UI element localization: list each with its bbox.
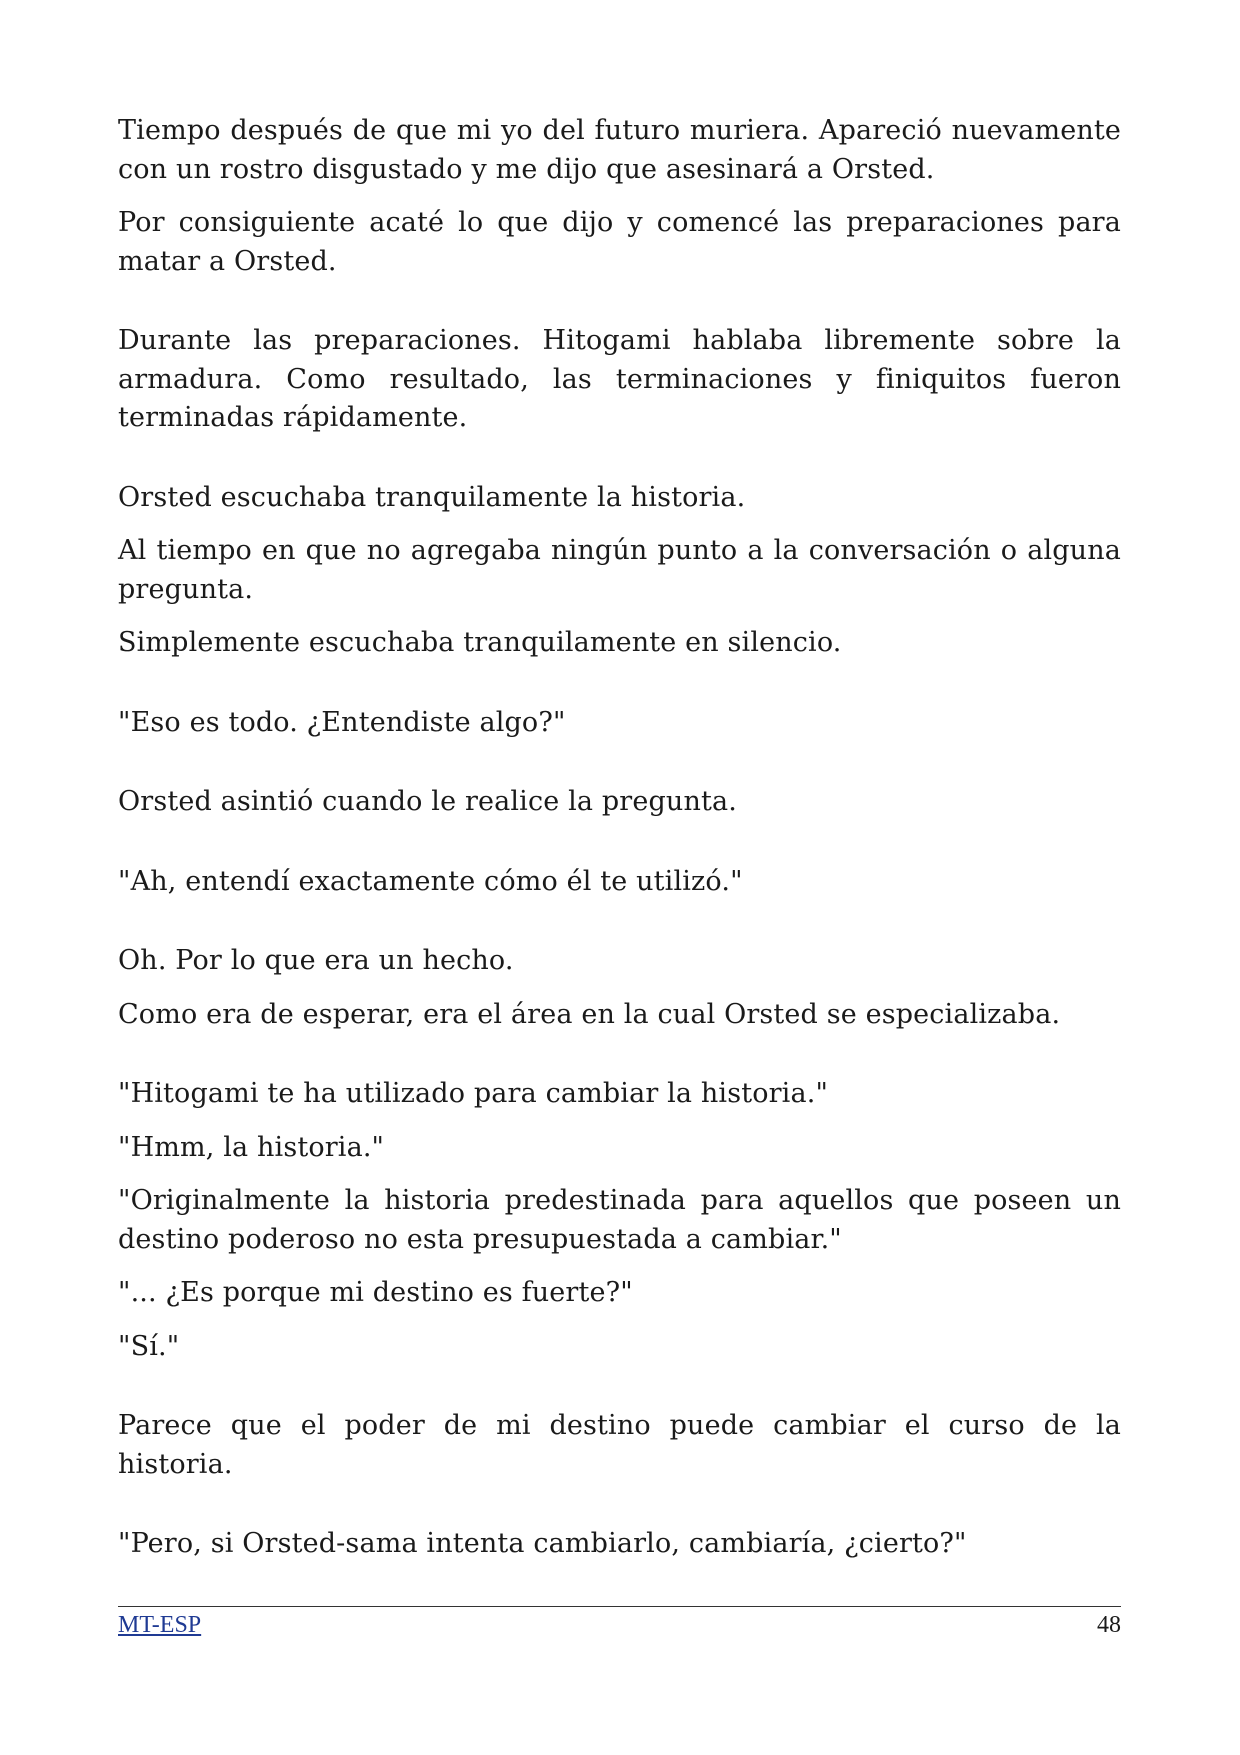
paragraph-18: "Pero, si Orsted-sama intenta cambiarlo, cambiaría, ¿cierto?" (118, 1528, 967, 1559)
page-number: 48 (1097, 1612, 1121, 1638)
paragraph-13: "Hmm, la historia." (118, 1131, 385, 1163)
paragraph-9: "Ah, entendí exactamente cómo él te utilizó." (118, 865, 743, 897)
paragraph-4: Orsted escuchaba tranquilamente la historia. (118, 481, 746, 513)
footer-site-link[interactable]: MT-ESP (118, 1612, 202, 1638)
paragraph-17: Parece que el poder de mi destino puede cambiar el curso de la historia. (118, 1410, 1121, 1480)
paragraph-5: Al tiempo en que no agregaba ningún punto a la conversación o alguna pregunta. (118, 535, 1121, 605)
page-footer (118, 1606, 1121, 1639)
paragraph-6: Simplemente escuchaba tranquilamente en silencio. (118, 627, 842, 658)
paragraph-10: Oh. Por lo que era un hecho. (118, 945, 514, 976)
paragraph-1: Tiempo después de que mi yo del futuro muriera. Apareció nuevamente con un rostro disgustado y me dijo que asesinará a Orsted. (118, 115, 1121, 185)
paragraph-15: "... ¿Es porque mi destino es fuerte?" (118, 1277, 633, 1308)
paragraph-3: Durante las preparaciones. Hitogami hablaba libremente sobre la armadura. Como resultado, las terminaciones y finiquitos fueron terminadas rápidamente. (118, 325, 1121, 433)
paragraph-12: "Hitogami te ha utilizado para cambiar la historia." (118, 1078, 829, 1109)
paragraph-16: "Sí." (118, 1330, 180, 1362)
paragraph-8: Orsted asintió cuando le realice la pregunta. (118, 786, 737, 817)
paragraph-14: "Originalmente la historia predestinada para aquellos que poseen un destino poderoso no esta presupuestada a cambiar." (118, 1185, 1121, 1255)
paragraph-11: Como era de esperar, era el área en la cual Orsted se especializaba. (118, 998, 1061, 1030)
paragraph-7: "Eso es todo. ¿Entendiste algo?" (118, 706, 566, 738)
paragraph-2: Por consiguiente acaté lo que dijo y comencé las preparaciones para matar a Orsted. (118, 207, 1121, 277)
body-text (118, 112, 1121, 1579)
